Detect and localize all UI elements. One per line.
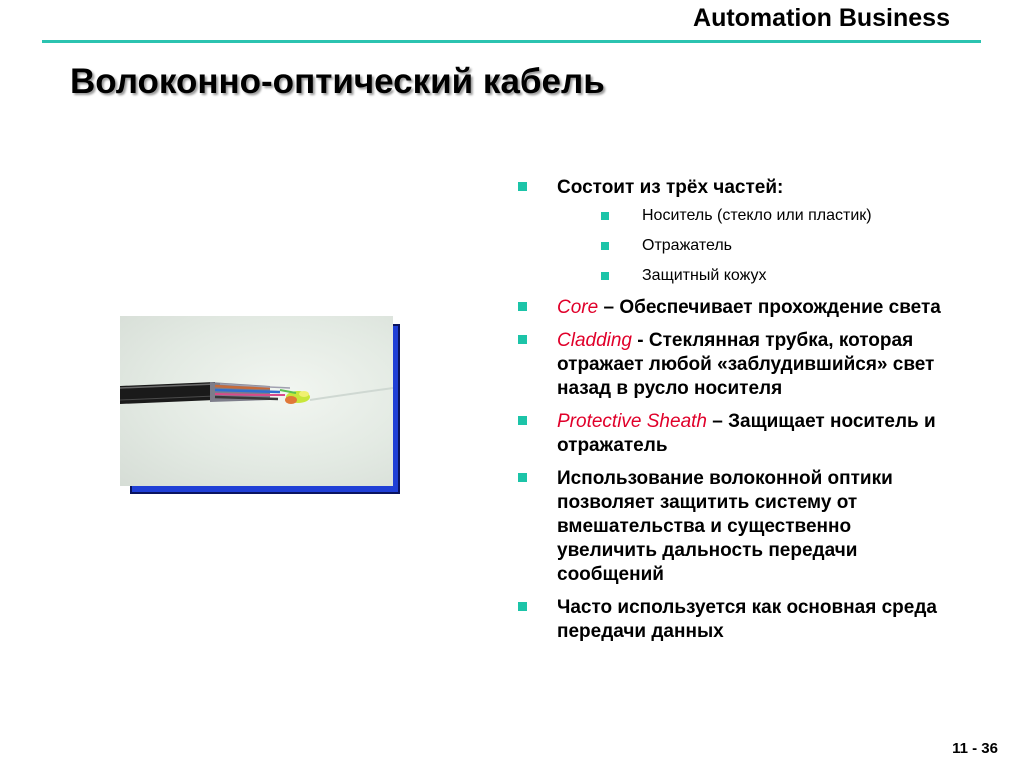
header-divider xyxy=(42,40,981,43)
bullet-marker-icon xyxy=(518,302,527,311)
sub-bullet-item xyxy=(557,236,956,256)
bullet-text: Обеспечивает прохождение света xyxy=(619,297,941,318)
bullet-marker-icon xyxy=(518,182,527,191)
sub-bullet-item xyxy=(557,206,956,226)
photo-frame xyxy=(120,316,405,496)
bullet-item xyxy=(516,410,956,458)
bullet-separator: - xyxy=(632,330,649,351)
bullet-item xyxy=(516,467,956,587)
bullet-term: Cladding xyxy=(557,330,632,351)
sub-bullet-text: Отражатель xyxy=(642,237,733,254)
slide-title: Волоконно-оптический кабель xyxy=(70,62,605,101)
bullet-term: Core xyxy=(557,297,599,318)
page-number: 11 - 36 xyxy=(952,740,998,757)
sub-bullet-text: Защитный кожух xyxy=(642,267,767,284)
header-brand: Automation Business xyxy=(693,4,950,32)
bullet-marker-icon xyxy=(518,416,527,425)
fiber-optic-cable-photo xyxy=(120,316,393,486)
bullet-separator: – xyxy=(706,411,729,432)
bullet-marker-icon xyxy=(518,602,527,611)
bullet-text: Использование волоконной оптики позволяет защитить систему от вмешательства и существенно увеличить дальность передачи сообщений xyxy=(557,468,893,585)
bullet-list xyxy=(516,176,956,653)
sub-bullet-text: Носитель (стекло или пластик) xyxy=(642,207,872,224)
bullet-marker-icon xyxy=(518,335,527,344)
sub-bullet-marker-icon xyxy=(601,242,609,250)
bullet-item xyxy=(516,176,956,286)
sub-bullet-list xyxy=(557,206,956,286)
bullet-term: Protective Sheath xyxy=(557,411,707,432)
bullet-text: Часто используется как основная среда передачи данных xyxy=(557,597,937,642)
bullet-item xyxy=(516,596,956,644)
bullet-item xyxy=(516,329,956,401)
sub-bullet-item xyxy=(557,266,956,286)
bullet-text: Стеклянная трубка, которая отражает любой «заблудившийся» свет назад в русло носителя xyxy=(557,330,935,399)
bullet-marker-icon xyxy=(518,473,527,482)
sub-bullet-marker-icon xyxy=(601,212,609,220)
sub-bullet-marker-icon xyxy=(601,272,609,280)
bullet-separator: – xyxy=(598,297,620,318)
bullet-item xyxy=(516,296,956,320)
bullet-text: Защищает носитель и отражатель xyxy=(557,411,936,456)
bullet-text: Состоит из трёх частей: xyxy=(557,177,784,198)
